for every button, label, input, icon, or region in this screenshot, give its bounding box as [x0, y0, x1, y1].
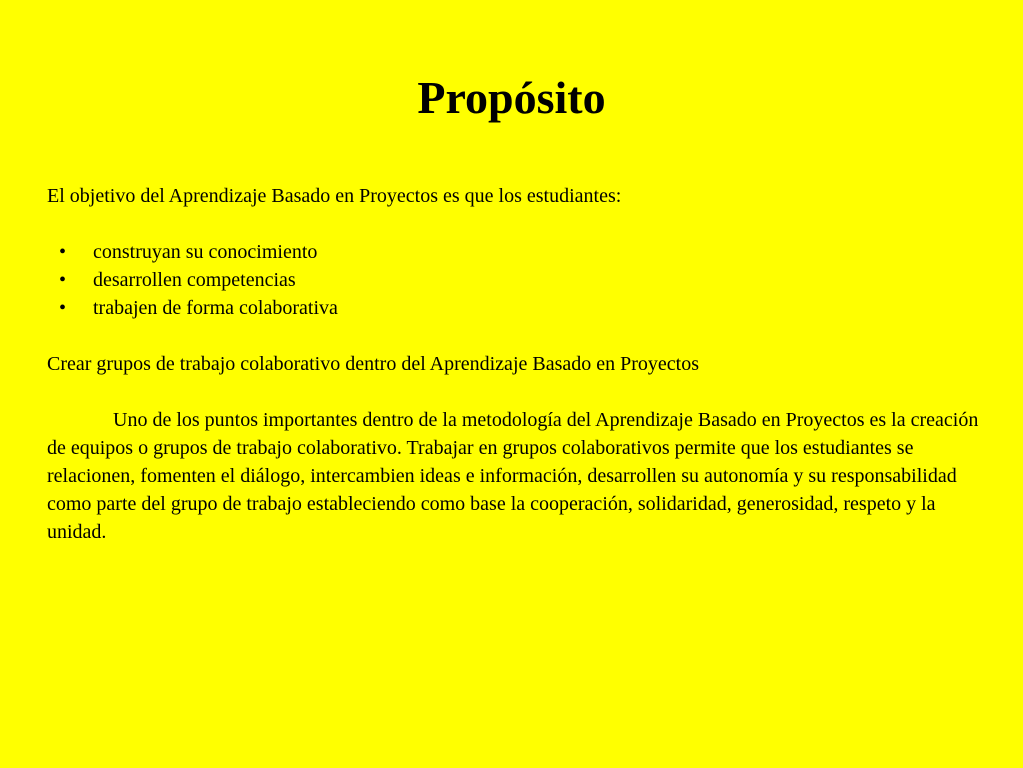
objectives-list [47, 238, 997, 322]
list-item [47, 238, 997, 266]
slide-title: Propósito [417, 72, 606, 123]
bullet-icon: • [59, 269, 67, 291]
slide-body [47, 182, 997, 546]
list-item-label: trabajen de forma colaborativa [93, 297, 338, 319]
list-item-label: construyan su conocimiento [93, 241, 318, 263]
section-subtitle: Crear grupos de trabajo colaborativo dentro del Aprendizaje Basado en Proyectos [47, 353, 700, 375]
list-item [47, 294, 997, 322]
list-item-label: desarrollen competencias [93, 269, 296, 291]
list-item [47, 266, 997, 294]
bullet-icon: • [59, 297, 67, 319]
body-paragraph: Uno de los puntos importantes dentro de la metodología del Aprendizaje Basado en Proyectos es la creación de equipos o grupos de trabajo colaborativo. Trabajar en grupos colaborativos permite que los estudiantes se relacionen, fomenten el diálogo, intercambien ideas e información, desarrollen su autonomía y su responsabilidad como parte del grupo de trabajo estableciendo como base la cooperación, solidaridad, generosidad, respeto y la unidad. [47, 409, 979, 543]
bullet-icon: • [59, 241, 67, 263]
intro-text: El objetivo del Aprendizaje Basado en Proyectos es que los estudiantes: [47, 185, 622, 207]
